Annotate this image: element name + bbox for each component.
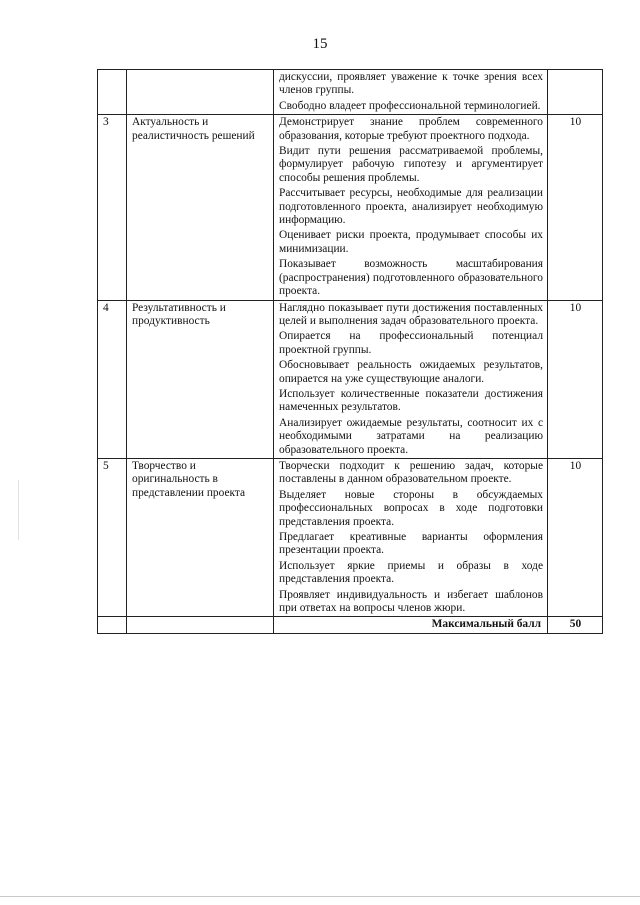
descriptor-text: Использует яркие приемы и образы в ходе представления проекта. xyxy=(279,559,543,586)
row-number: 4 xyxy=(98,300,127,458)
table-row-5 xyxy=(98,458,603,616)
scan-artifact-line xyxy=(0,896,640,897)
criterion-descriptors xyxy=(274,115,548,300)
descriptor-text: Творчески подходит к решению задач, которые поставлены в данном образовательном проекте. xyxy=(279,459,543,486)
descriptor-text: Наглядно показывает пути достижения поставленных целей и выполнения задач образовательного проекта. xyxy=(279,301,543,327)
row-number: 5 xyxy=(98,458,127,616)
criterion-name: Творчество и оригинальность в представлении проекта xyxy=(127,458,274,616)
descriptor-text: Предлагает креативные варианты оформления презентации проекта. xyxy=(279,531,543,557)
page-number: 15 xyxy=(312,36,328,52)
descriptor-text: Показывает возможность масштабирования (распространения) подготовленного образовательного проекта. xyxy=(279,258,543,298)
criteria-table xyxy=(97,69,603,634)
total-label: Максимальный балл xyxy=(274,617,548,633)
criterion-name: Результативность и продуктивность xyxy=(127,300,274,458)
total-score: 50 xyxy=(548,617,603,633)
descriptor-text: Обосновывает реальность ожидаемых результатов, опирается на уже существующие аналоги. xyxy=(279,359,543,385)
criterion-name: Актуальность и реалистичность решений xyxy=(127,115,274,300)
descriptor-text: Опирается на профессиональный потенциал проектной группы. xyxy=(279,330,543,356)
criterion-score: 10 xyxy=(548,115,603,300)
table-row-3 xyxy=(98,115,603,300)
descriptor-text: дискуссии, проявляет уважение к точке зрения всех членов группы. xyxy=(279,71,543,97)
criterion-descriptors xyxy=(274,458,548,616)
criterion-name xyxy=(127,70,274,115)
descriptor-text: Оценивает риски проекта, продумывает способы их минимизации. xyxy=(279,229,543,255)
criterion-score xyxy=(548,70,603,115)
criterion-descriptors xyxy=(274,300,548,458)
table-row-total xyxy=(98,617,603,633)
descriptor-text: Свободно владеет профессиональной терминологией. xyxy=(279,99,541,112)
table-row-4 xyxy=(98,300,603,458)
empty-cell xyxy=(98,617,127,633)
descriptor-text: Использует количественные показатели достижения намеченных результатов. xyxy=(279,387,543,414)
descriptor-text: Рассчитывает ресурсы, необходимые для реализации подготовленного проекта, анализирует необходимую информацию. xyxy=(279,187,543,227)
empty-cell xyxy=(127,617,274,633)
row-number xyxy=(98,70,127,115)
descriptor-text: Выделяет новые стороны в обсуждаемых профессиональных вопросах в ходе подготовки представления проекта. xyxy=(279,488,543,528)
scan-artifact-line xyxy=(18,480,19,540)
descriptor-text: Демонстрирует знание проблем современного образования, которые требуют проектного подхода. xyxy=(279,116,543,142)
criterion-descriptors xyxy=(274,70,548,115)
row-number: 3 xyxy=(98,115,127,300)
descriptor-text: Анализирует ожидаемые результаты, соотносит их с необходимыми затратами на реализацию образовательного проекта. xyxy=(279,416,543,456)
criterion-score: 10 xyxy=(548,300,603,458)
table-row-continuation xyxy=(98,70,603,115)
descriptor-text: Проявляет индивидуальность и избегает шаблонов при ответах на вопросы членов жюри. xyxy=(279,588,543,615)
descriptor-text: Видит пути решения рассматриваемой проблемы, формулирует рабочую гипотезу и аргументирует способы решения проблемы. xyxy=(279,145,543,184)
criterion-score: 10 xyxy=(548,458,603,616)
